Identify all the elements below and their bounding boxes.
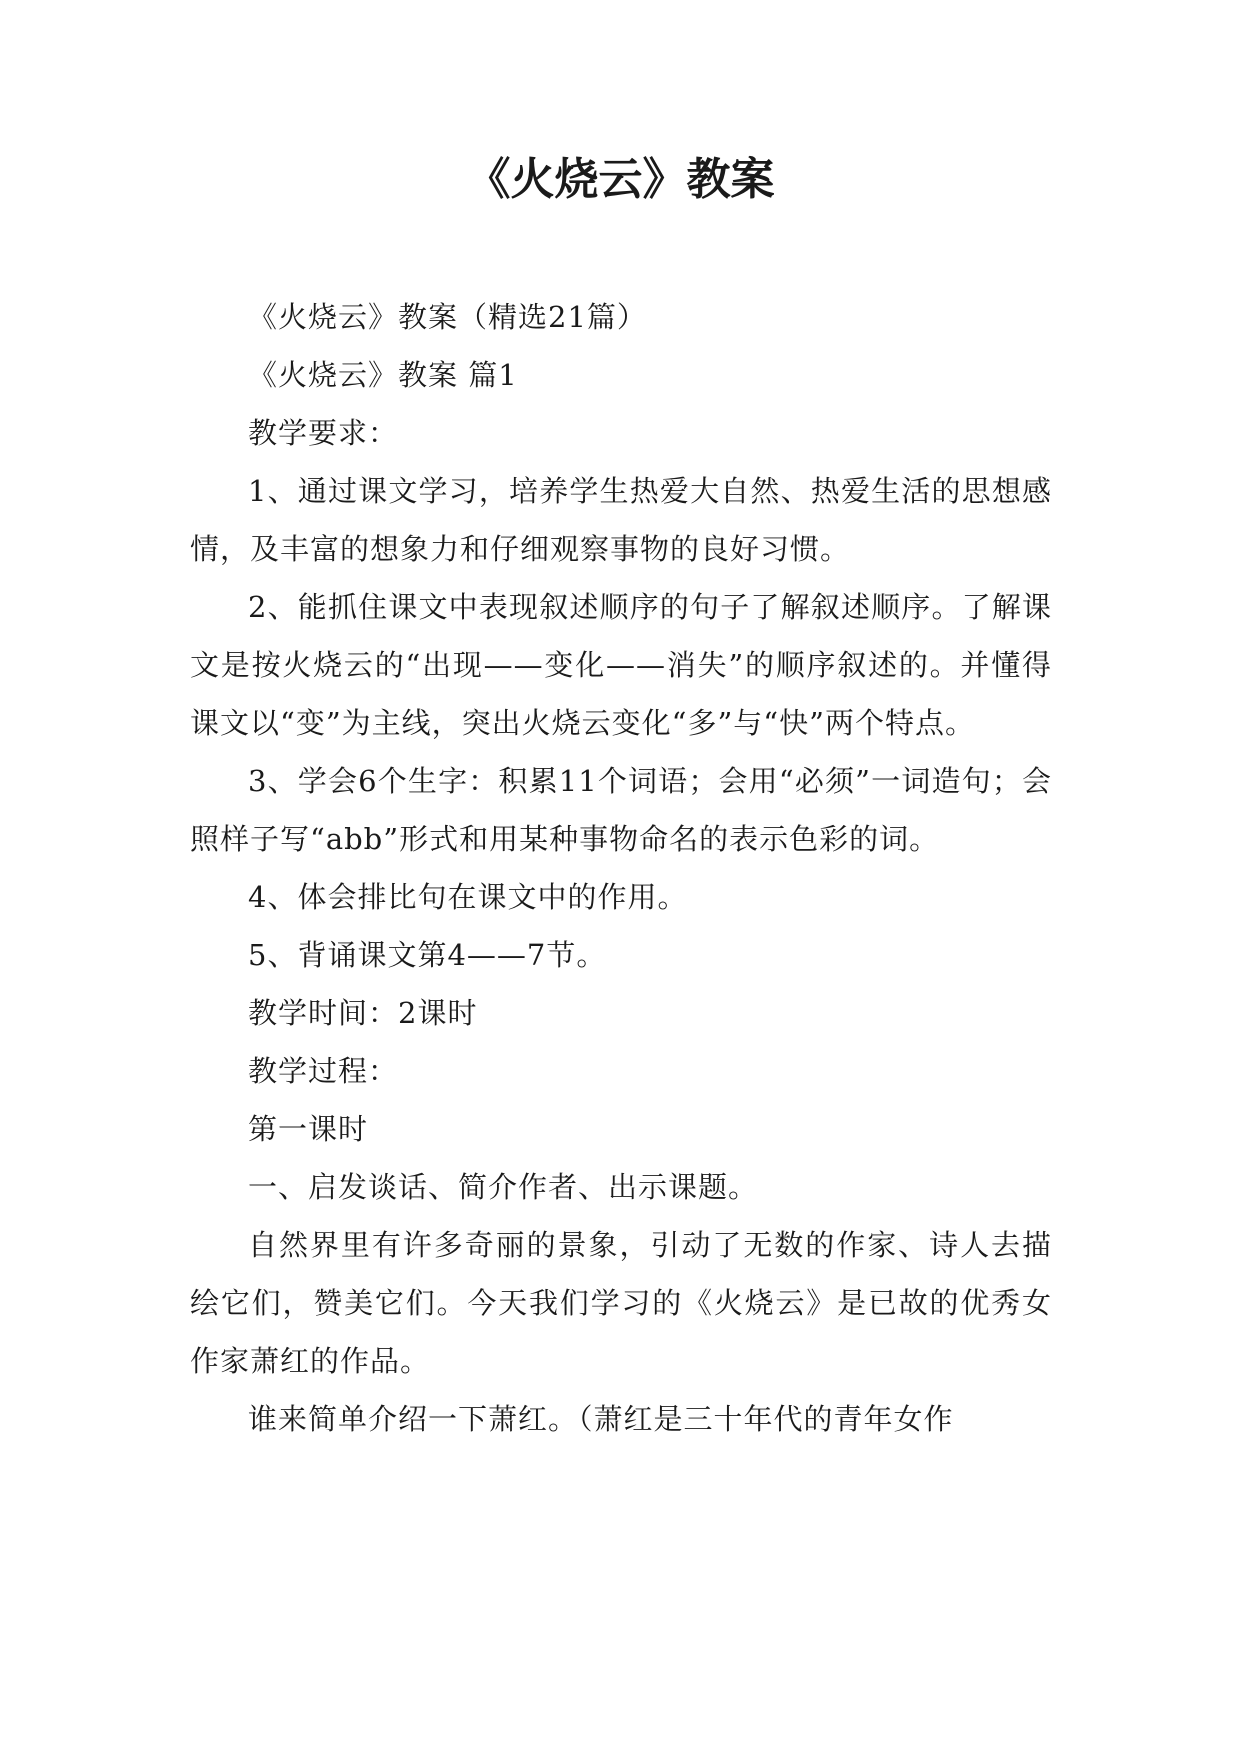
paragraph-lesson-one: 第一课时 xyxy=(248,1112,369,1146)
paragraph-process-heading: 教学过程： xyxy=(248,1054,399,1088)
paragraph-requirement-3: 3、学会6个生字：积累11个词语；会用“必须”一词造句；会照样子写“abb”形式和用某种事物命名的表示色彩的词。 xyxy=(190,764,1052,856)
document-title: 《火烧云》教案 xyxy=(466,154,775,205)
paragraph-requirements-heading: 教学要求： xyxy=(248,416,399,450)
paragraph-requirement-2: 2、能抓住课文中表现叙述顺序的句子了解叙述顺序。了解课文是按火烧云的“出现——变化——消失”的顺序叙述的。并懂得课文以“变”为主线，突出火烧云变化“多”与“快”两个特点。 xyxy=(190,590,1052,740)
paragraph-subtitle: 《火烧云》教案（精选21篇） xyxy=(248,300,647,334)
paragraph-requirement-4: 4、体会排比句在课文中的作用。 xyxy=(248,880,688,914)
paragraph-author-intro: 谁来简单介绍一下萧红。（萧红是三十年代的青年女作 xyxy=(248,1402,954,1436)
paragraph-introduction: 自然界里有许多奇丽的景象，引动了无数的作家、诗人去描绘它们，赞美它们。今天我们学习的《火烧云》是已故的优秀女作家萧红的作品。 xyxy=(190,1228,1052,1378)
paragraph-requirement-5: 5、背诵课文第4——7节。 xyxy=(248,938,607,972)
paragraph-teaching-time: 教学时间：2课时 xyxy=(248,996,478,1030)
paragraph-step-one: 一、启发谈话、简介作者、出示课题。 xyxy=(248,1170,759,1204)
paragraph-section-heading: 《火烧云》教案 篇1 xyxy=(248,358,518,392)
paragraph-requirement-1: 1、通过课文学习，培养学生热爱大自然、热爱生活的思想感情，及丰富的想象力和仔细观察事物的良好习惯。 xyxy=(190,474,1052,566)
document-body xyxy=(190,288,1052,1448)
